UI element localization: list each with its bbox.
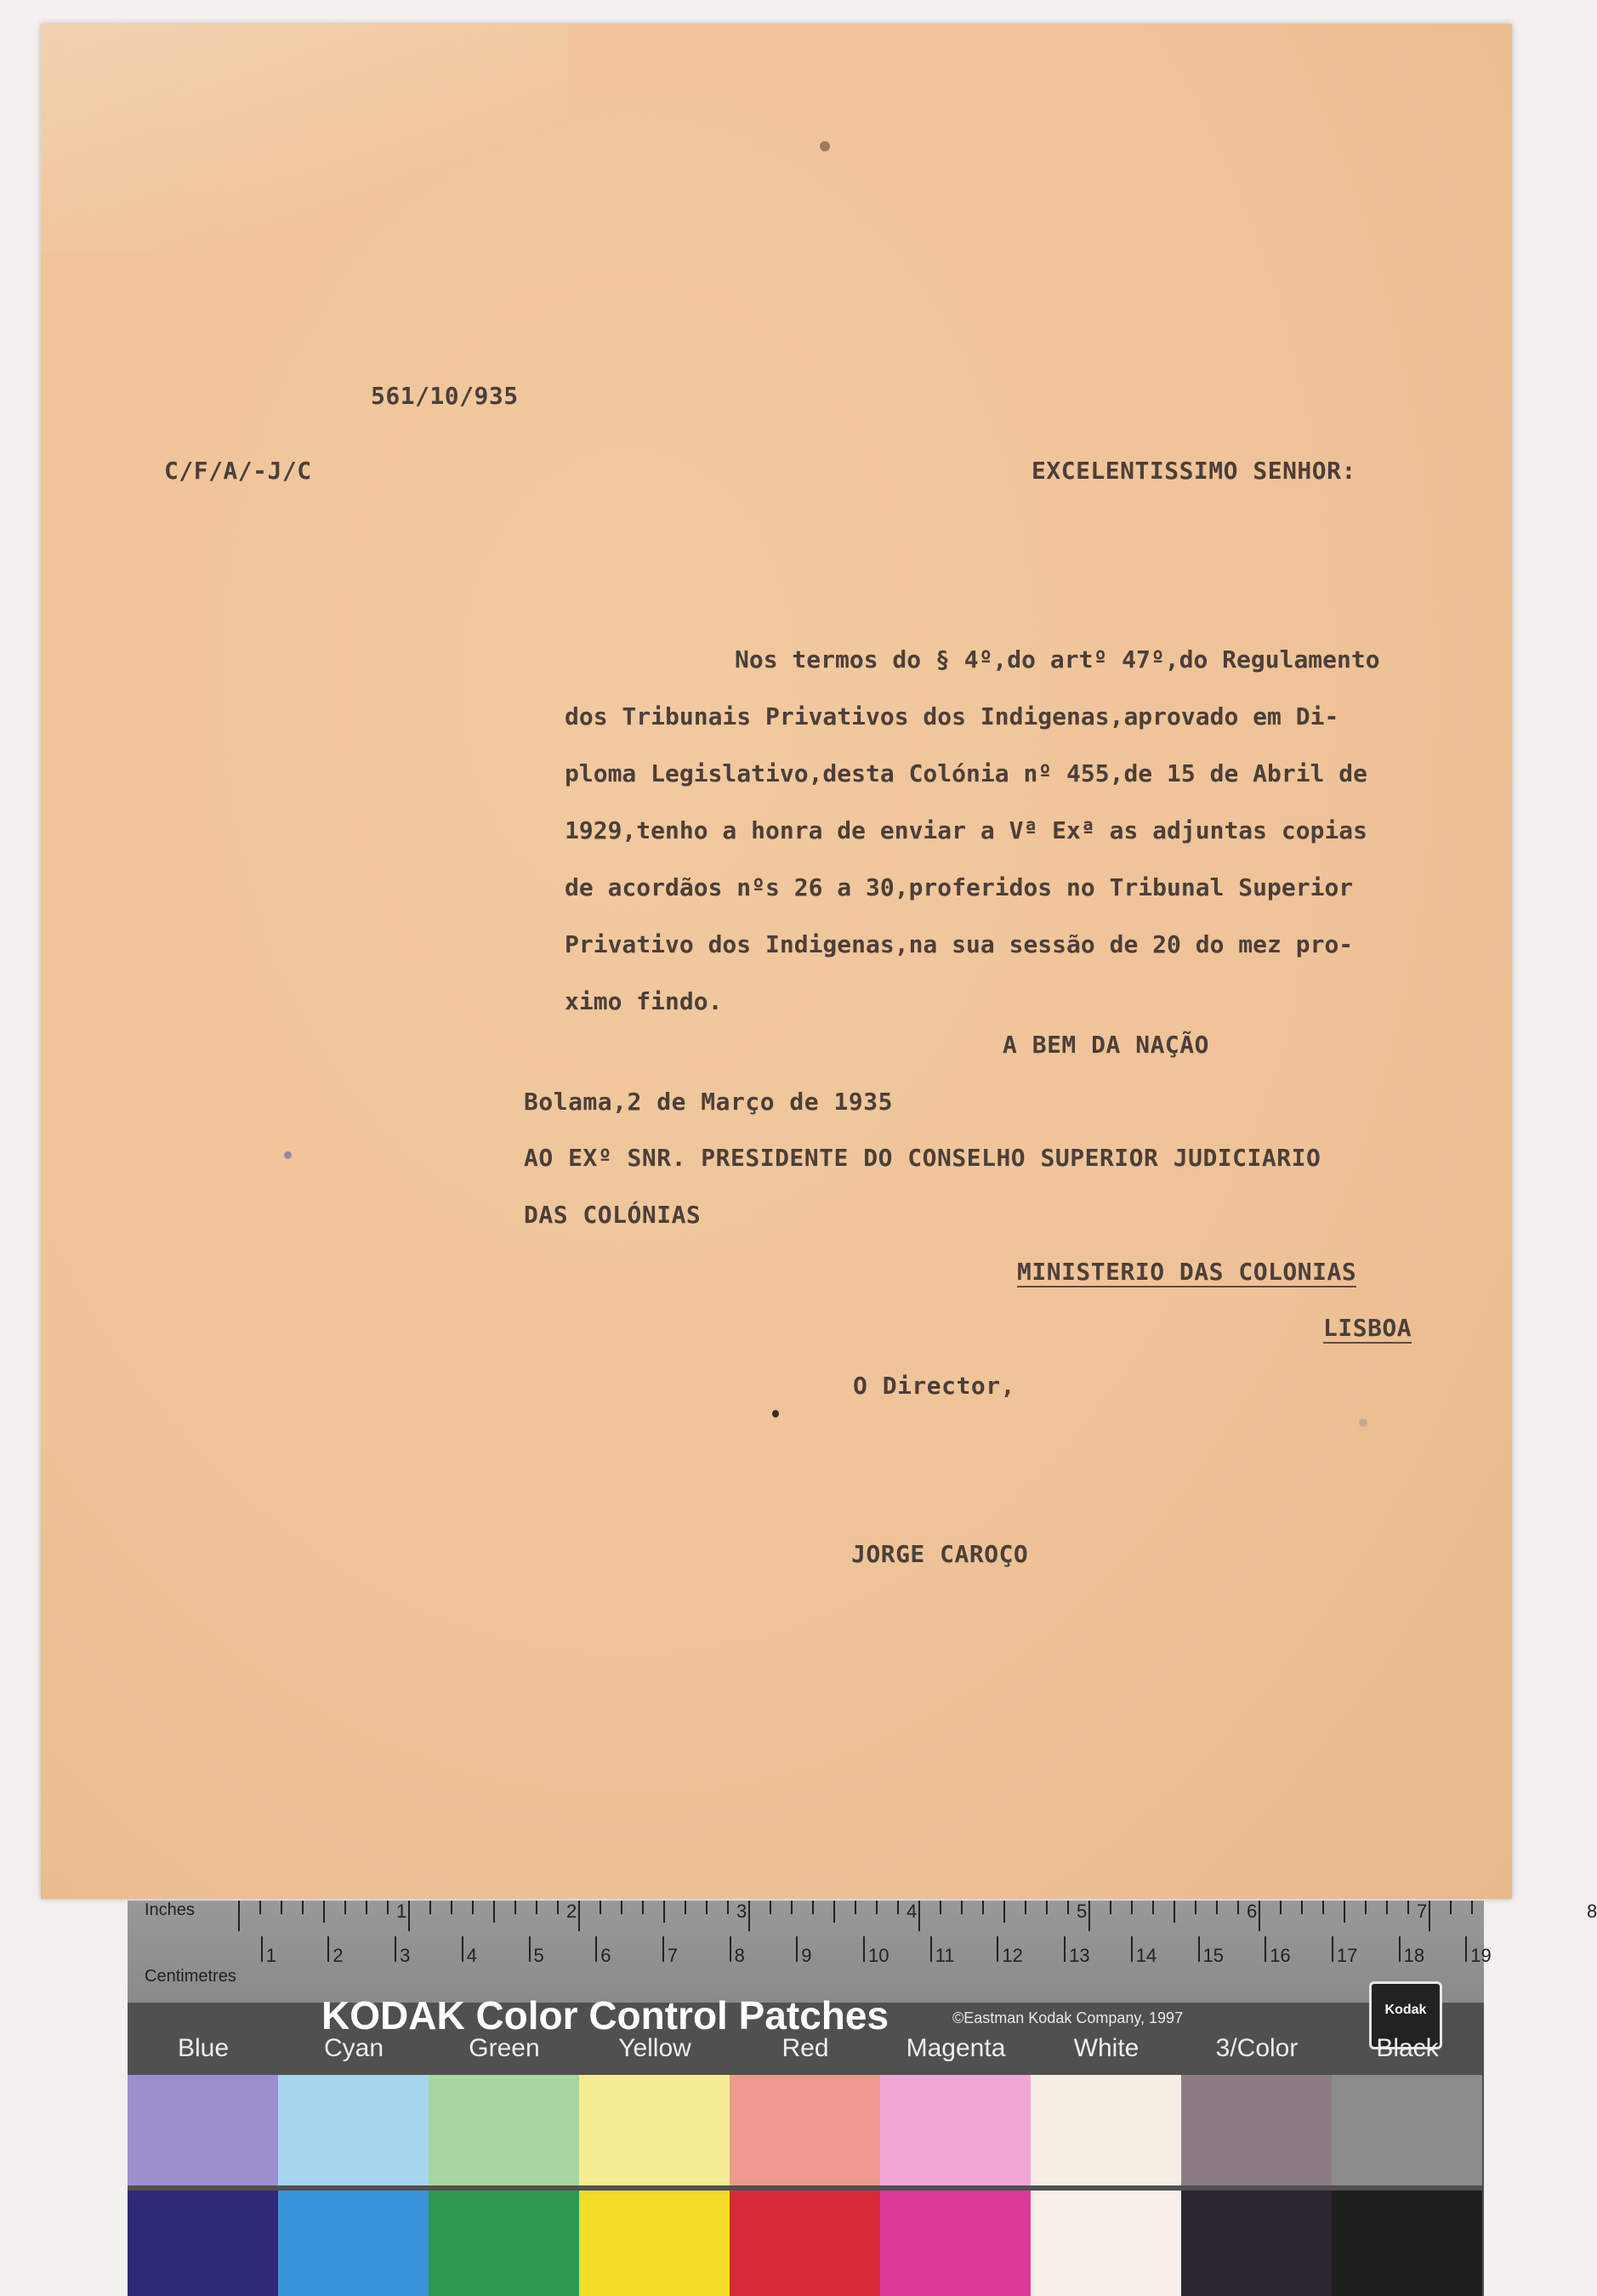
ruler-tick [578,1901,580,1931]
ruler-tick [600,1901,601,1914]
ruler-tick [876,1901,878,1914]
patch-label: Magenta [906,2034,1006,2062]
ruler-tick [1003,1901,1005,1923]
ruler-tick [261,1936,263,1962]
body-line: de acordãos nºs 26 a 30,proferidos no Tribunal Superior [565,873,1354,901]
color-patch-dark [579,2191,730,2296]
color-patch-light [278,2075,429,2185]
ruler-tick [1110,1901,1111,1914]
ruler-tick [1465,1936,1467,1962]
ruler-tick [366,1901,367,1914]
paper-stain [284,1151,292,1159]
ruler-tick [930,1936,932,1962]
ruler-tick [1198,1936,1200,1962]
ruler-cm-number: 14 [1135,1945,1157,1966]
ruler-tick [833,1901,835,1923]
ruler-tick [1322,1901,1324,1914]
ruler-tick [462,1936,463,1962]
ruler-tick [387,1901,389,1914]
ruler-cm-number: 8 [734,1945,745,1966]
ruler-tick [259,1901,261,1914]
ruler-cm-number: 9 [801,1945,812,1966]
color-patch-light [880,2075,1031,2185]
ruler-tick [1237,1901,1239,1914]
paper-stain [820,141,830,151]
ruler-tick [302,1901,304,1914]
ruler-cm-number: 16 [1270,1945,1291,1966]
ruler-tick [897,1901,899,1914]
letter-body [565,643,1526,1042]
patch-label: Blue [177,2034,230,2062]
body-line: 1929,tenho a honra de enviar a Vª Exª as adjuntas copias [565,816,1368,844]
patch-label: 3/Color [1215,2034,1299,2062]
ruler-inch-number: 8 [1587,1901,1597,1922]
ruler-cm-number: 6 [600,1945,611,1966]
color-patch-light [579,2075,730,2185]
ruler-tick [791,1901,793,1914]
closing-formula: A BEM DA NAÇÃO [1003,1031,1210,1059]
ruler-inch-number: 6 [1247,1901,1258,1922]
ruler-tick [663,1901,665,1923]
ruler-tick [1174,1901,1175,1923]
ruler-tick [1265,1936,1266,1962]
patch-label: Yellow [618,2034,691,2062]
signer-name: JORGE CAROÇO [851,1540,1029,1568]
ruler-tick [1471,1901,1473,1914]
ruler-inch-number: 1 [396,1901,407,1922]
ruler-cm-number: 13 [1069,1945,1090,1966]
color-patch-light [128,2075,278,2185]
ruler-tick [940,1901,941,1914]
patch-label: Green [469,2034,540,2062]
ruler-tick [1216,1901,1218,1914]
paper-fold-crease [41,24,568,253]
ruler-tick [918,1901,920,1931]
ruler-tick [595,1936,597,1962]
ruler-cm-number: 19 [1470,1945,1492,1966]
paper-stain [1359,1418,1367,1427]
ruler-tick [621,1901,622,1914]
ruler-tick [748,1901,750,1931]
ruler-cm-number: 2 [332,1945,344,1966]
color-patch-light [1031,2075,1181,2185]
ruler-tick [1344,1901,1345,1923]
body-line: dos Tribunais Privativos dos Indigenas,aprovado em Di- [565,702,1339,730]
body-line: ploma Legislativo,desta Colónia nº 455,de 15 de Abril de [565,759,1368,787]
ruler-tick [1131,1901,1133,1914]
ruler-cm-number: 11 [935,1945,955,1966]
ruler-cm-number: 17 [1336,1945,1358,1966]
addressee-line-2: DAS COLÓNIAS [524,1201,702,1229]
ruler-tick [1131,1936,1133,1962]
ruler-tick [1365,1901,1367,1914]
ruler-tick [727,1901,729,1914]
ruler-tick [642,1901,644,1914]
reference-number: 561/10/935 [371,382,519,410]
ruler-tick [1450,1901,1452,1914]
ruler-tick [1386,1901,1388,1914]
ruler-cm-number: 4 [466,1945,478,1966]
ruler-tick [1301,1901,1303,1914]
ruler-tick [1046,1901,1048,1914]
ruler-tick [1259,1901,1260,1931]
patch-label: Cyan [323,2034,384,2062]
ruler-cm-number: 7 [667,1945,679,1966]
city-name: LISBOA [1323,1314,1412,1342]
ruler-cm-number: 5 [533,1945,544,1966]
salutation: EXCELENTISSIMO SENHOR: [1032,457,1356,485]
ruler-tick [238,1901,240,1931]
body-line: ximo findo. [565,987,723,1015]
ruler-tick [472,1901,474,1914]
ruler-tick [706,1901,708,1914]
ruler-inch-number: 2 [566,1901,577,1922]
color-patch-dark [128,2191,278,2296]
ruler-tick [1088,1901,1090,1931]
ruler-tick [1407,1901,1409,1914]
place-date: Bolama,2 de Março de 1935 [524,1088,893,1116]
ruler-tick [770,1901,771,1914]
body-line: Privativo dos Indigenas,na sua sessão de 20 do mez pro- [565,930,1354,958]
ruler-tick [796,1936,798,1962]
ruler-cm-label: Centimetres [145,1967,236,1986]
patch-label: Red [781,2034,829,2062]
kodak-logo-text: Kodak [1384,2003,1427,2017]
ruler-cm-number: 15 [1202,1945,1224,1966]
color-patch-dark [429,2191,579,2296]
kodak-copyright: ©Eastman Kodak Company, 1997 [952,2009,1184,2026]
ruler-tick [451,1901,452,1914]
ruler-inch-number: 3 [736,1901,747,1922]
ruler-tick [1067,1901,1069,1914]
ruler-tick [812,1901,814,1914]
ruler-tick [662,1936,664,1962]
ruler-tick [1429,1901,1430,1931]
ruler-tick [1064,1936,1066,1962]
ruler-tick [408,1901,410,1931]
ruler-tick [327,1936,329,1962]
ruler-inch-number: 7 [1417,1901,1428,1922]
ruler-tick [730,1936,731,1962]
ruler-tick [1025,1901,1026,1914]
ruler-tick [323,1901,325,1923]
addressee-line-1: AO EXº SNR. PRESIDENTE DO CONSELHO SUPERIOR JUDICIARIO [524,1144,1321,1172]
ruler-tick [1195,1901,1196,1914]
body-line: Nos termos do § 4º,do artº 47º,do Regulamento [735,645,1380,673]
ruler-tick [855,1901,856,1914]
paper-stain [772,1410,779,1418]
ruler-tick [536,1901,537,1914]
ruler-cm-number: 18 [1403,1945,1425,1966]
ruler-inch-number: 5 [1077,1901,1088,1922]
ruler-tick [1280,1901,1282,1914]
color-patch-dark [880,2191,1031,2296]
color-patch-dark [1031,2191,1181,2296]
patch-label: Black [1376,2034,1439,2062]
ruler-cm-number: 10 [868,1945,889,1966]
ruler-tick [493,1901,495,1923]
ruler-tick [514,1901,516,1914]
kodak-color-target [128,1901,1597,2296]
ruler-tick [982,1901,984,1914]
ruler-tick [1399,1936,1401,1962]
ministry-name: MINISTERIO DAS COLONIAS [1017,1258,1357,1286]
ruler-tick [1332,1936,1333,1962]
ruler-tick [529,1936,531,1962]
ruler-cm-number: 3 [400,1945,411,1966]
ruler-inches-label: Inches [145,1901,195,1919]
ruler-tick [961,1901,963,1914]
patch-label: White [1073,2034,1139,2062]
letter-paper [41,24,1512,1899]
ruler-tick [281,1901,282,1914]
kodak-title: KODAK Color Control Patches [321,1993,889,2037]
ruler-tick [429,1901,431,1914]
measurement-ruler [128,1901,1597,2003]
ruler-inch-number: 4 [906,1901,918,1922]
ruler-tick [395,1936,396,1962]
ruler-tick [685,1901,686,1914]
ruler-tick [1152,1901,1154,1914]
color-patch-dark [1181,2191,1332,2296]
ruler-cm-number: 12 [1002,1945,1023,1966]
color-patch-light [730,2075,880,2185]
color-patch-light [1181,2075,1332,2185]
signer-title: O Director, [853,1372,1015,1400]
ruler-cm-number: 1 [265,1945,276,1966]
color-patch-dark [730,2191,880,2296]
color-patch-light [429,2075,579,2185]
ruler-tick [997,1936,998,1962]
color-patch-dark [1332,2191,1482,2296]
ruler-tick [344,1901,346,1914]
ruler-tick [863,1936,865,1962]
ruler-tick [557,1901,559,1914]
color-patch-dark [278,2191,429,2296]
file-code: C/F/A/-J/C [164,457,312,485]
color-patch-light [1332,2075,1482,2185]
